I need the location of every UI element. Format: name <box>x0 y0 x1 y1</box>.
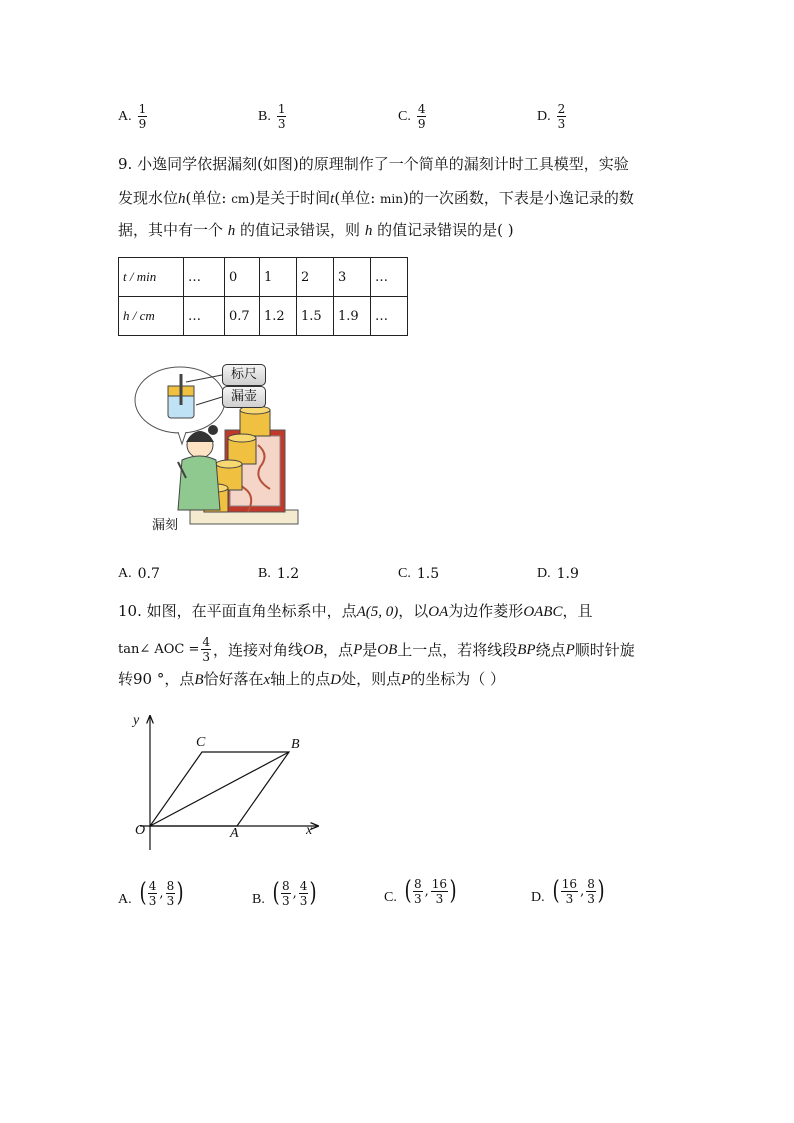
table-cell: 3 <box>334 258 371 297</box>
option-letter: D. <box>537 108 551 124</box>
diagonal-ob <box>150 752 289 826</box>
table-cell: 0.7 <box>225 297 260 336</box>
fraction: $\frac{4}{3}$ <box>202 635 211 664</box>
q10-line-2: tan∠ AOC = $\frac{4}{3}$ ，连接对角线 OB ，点 P 是 OB 上一点，若将线段 BP 绕点 P 顺时针旋 <box>118 635 635 664</box>
table-cell: … <box>184 258 225 297</box>
x-axis-label: x <box>306 823 313 838</box>
point-c-label: C <box>196 735 206 750</box>
option-letter: D. <box>531 890 545 905</box>
option-value: 1.9 <box>556 566 579 582</box>
fraction: $\frac{4}{9}$ <box>417 102 426 131</box>
q9-option-d[interactable] <box>537 566 579 582</box>
water-clock-illustration <box>130 360 310 535</box>
q10-option-d[interactable] <box>531 876 606 906</box>
coordinate-pair: ( $\frac{16}{3}$ , $\frac{8}{3}$ ) <box>552 876 605 906</box>
table-cell: 1.5 <box>297 297 334 336</box>
table-cell: … <box>184 297 225 336</box>
fraction: $\frac{1}{9}$ <box>138 102 147 131</box>
q10-option-c[interactable] <box>384 876 458 906</box>
table-cell: 1 <box>260 258 297 297</box>
point-a-label: A <box>230 826 239 841</box>
option-letter: C. <box>398 108 411 124</box>
option-letter: A. <box>118 108 132 124</box>
table-cell: 1.2 <box>260 297 297 336</box>
q8-option-a[interactable] <box>118 103 147 130</box>
point-b-label: B <box>291 737 300 752</box>
option-letter: B. <box>258 566 271 581</box>
callout-water-pot: 漏壶 <box>222 386 266 408</box>
table-cell: h / cm <box>119 297 184 336</box>
q10-option-b[interactable] <box>252 878 319 908</box>
figure-caption: 漏刻 <box>152 518 179 533</box>
q10-line-1: 10. 如图，在平面直角坐标系中，点A(5, 0)，以OA为边作菱形OABC，且 <box>118 602 593 620</box>
origin-label: O <box>135 823 146 838</box>
water-clock-figure <box>130 360 310 535</box>
q9-option-c[interactable] <box>398 566 439 582</box>
q9-data-table <box>118 257 408 336</box>
q8-option-b[interactable] <box>258 103 286 130</box>
option-letter: A. <box>118 892 132 907</box>
coordinate-pair: ( $\frac{4}{3}$ , $\frac{8}{3}$ ) <box>139 878 184 908</box>
table-cell: … <box>371 297 408 336</box>
table-cell: 1.9 <box>334 297 371 336</box>
q9-option-a[interactable] <box>118 566 160 582</box>
table-row <box>119 258 408 297</box>
table-cell: t / min <box>119 258 184 297</box>
rhombus-figure <box>118 712 328 852</box>
fraction: $\frac{1}{3}$ <box>277 102 286 131</box>
q10-line-3: 转90 °，点B恰好落在x轴上的点D处，则点P的坐标为（ ） <box>118 670 506 688</box>
table-row <box>119 297 408 336</box>
coordinate-pair: ( $\frac{8}{3}$ , $\frac{4}{3}$ ) <box>272 878 318 908</box>
option-value: 1.2 <box>276 566 300 582</box>
option-letter: D. <box>537 566 551 581</box>
table-cell: 0 <box>225 258 260 297</box>
q10-option-a[interactable] <box>118 878 185 908</box>
option-letter: B. <box>252 892 265 907</box>
fraction: $\frac{2}{3}$ <box>557 102 566 131</box>
coordinate-plane <box>118 712 328 852</box>
coordinate-pair: ( $\frac{8}{3}$ , $\frac{16}{3}$ ) <box>404 876 457 906</box>
option-letter: C. <box>398 566 411 581</box>
q9-line-3: 据，其中有一个 h 的值记录错误，则 h 的值记录错误的是( ) <box>118 221 514 239</box>
q9-line-1: 9. 小逸同学依据漏刻(如图)的原理制作了一个简单的漏刻计时工具模型，实验 <box>118 155 629 173</box>
option-letter: C. <box>384 890 397 905</box>
y-axis-label: y <box>133 713 140 728</box>
table-cell: … <box>371 258 408 297</box>
table-cell: 2 <box>297 258 334 297</box>
option-letter: A. <box>118 566 132 581</box>
callout-ruler: 标尺 <box>222 364 266 386</box>
option-value: 1.5 <box>416 566 440 582</box>
option-letter: B. <box>258 108 271 124</box>
q8-option-c[interactable] <box>398 103 426 130</box>
q9-line-2: 发现水位h(单位: cm)是关于时间t(单位: min)的一次函数，下表是小逸记录的数 <box>118 189 634 207</box>
option-value: 0.7 <box>137 566 160 582</box>
q8-option-d[interactable] <box>537 103 566 130</box>
q9-option-b[interactable] <box>258 566 299 582</box>
